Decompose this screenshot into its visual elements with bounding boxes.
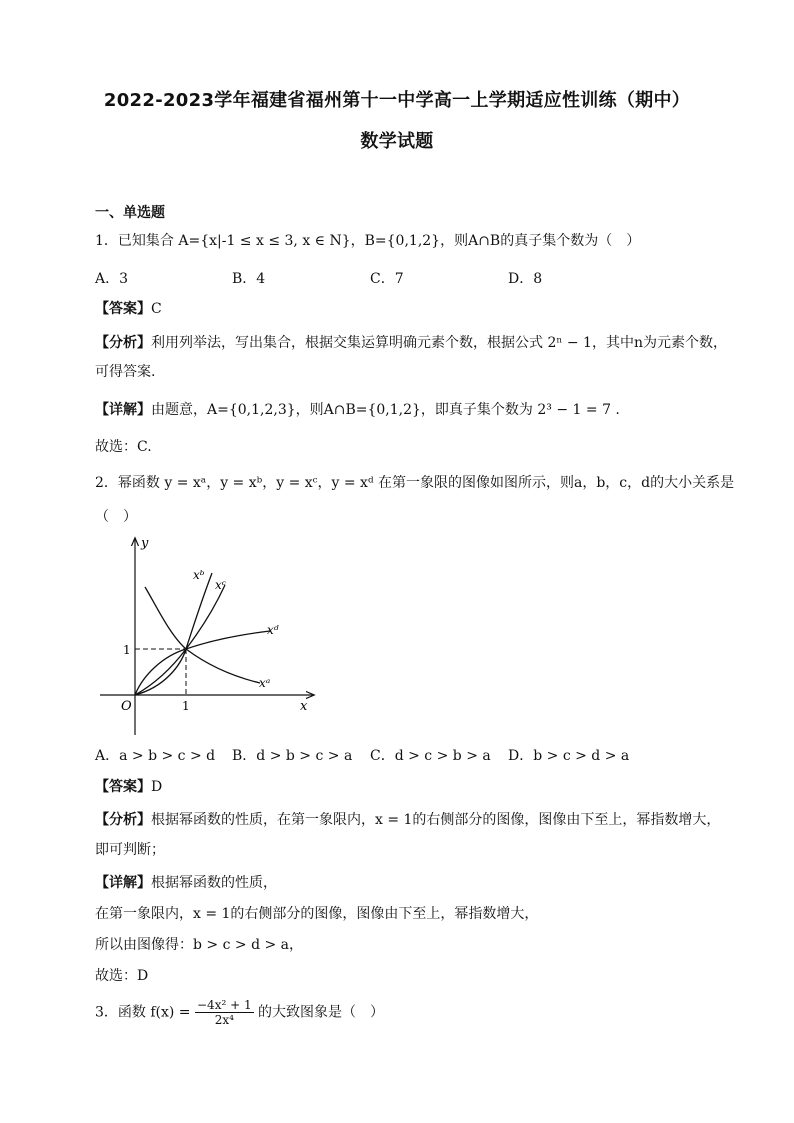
q3-stem-post: 的大致图象是（ ） xyxy=(258,1004,385,1021)
q1-option-d: D．8 xyxy=(508,271,543,287)
q1-answer xyxy=(95,299,162,319)
q1-option-b: B．4 xyxy=(232,271,266,287)
q3-fraction xyxy=(195,998,254,1027)
q1-analysis-cont: 可得答案. xyxy=(95,364,156,380)
answer-value: C xyxy=(151,301,162,317)
detail-tag: 【详解】 xyxy=(95,875,151,891)
q2-choice: 故选：D xyxy=(95,968,149,984)
q1-analysis xyxy=(95,333,727,353)
x-one-label: 1 xyxy=(182,699,190,713)
answer-tag: 【答案】 xyxy=(95,779,151,795)
q2-detail-line3: 所以由图像得：b > c > d > a， xyxy=(95,937,304,953)
answer-tag: 【答案】 xyxy=(95,301,151,317)
answer-value: D xyxy=(151,779,163,795)
q2-option-d: D．b > c > d > a xyxy=(508,748,630,764)
exam-title: 2022-2023学年福建省福州第十一中学高一上学期适应性训练（期中） xyxy=(103,90,691,111)
curve-b-label: xᵇ xyxy=(193,568,205,582)
q3-stem-pre: 3．函数 f(x) = xyxy=(95,1004,191,1021)
q3-fraction-numerator: −4x² + 1 xyxy=(197,998,252,1012)
q2-detail xyxy=(95,873,277,893)
curve-c-label: xᶜ xyxy=(215,578,226,592)
y-one-label: 1 xyxy=(123,643,131,657)
q1-detail xyxy=(95,400,620,420)
analysis-tag: 【分析】 xyxy=(95,335,151,351)
detail-text: 由题意，A={0,1,2,3}，则A∩B={0,1,2}，即真子集个数为 2³ − 1 = 7 . xyxy=(151,402,620,418)
q3-fraction-denominator: 2x⁴ xyxy=(214,1013,234,1027)
q2-option-c: C．d > c > b > a xyxy=(370,748,491,764)
curve-a-label: xᵃ xyxy=(259,676,271,690)
q3-stem xyxy=(95,998,384,1027)
q2-option-a: A．a > b > c > d xyxy=(95,748,216,764)
q1-stem: 1．已知集合 A={x|-1 ≤ x ≤ 3, x ∈ N}，B={0,1,2}，则A∩B的真子集个数为（ ） xyxy=(95,233,641,249)
q2-bracket: （ ） xyxy=(95,509,137,525)
detail-text: 根据幂函数的性质， xyxy=(151,875,277,891)
detail-tag: 【详解】 xyxy=(95,402,151,418)
section-heading: 一、单选题 xyxy=(95,205,165,221)
q2-detail-line2: 在第一象限内，x = 1的右侧部分的图像，图像由下至上，幂指数增大， xyxy=(95,906,539,922)
curve-d-label: xᵈ xyxy=(267,623,279,637)
q2-analysis-cont: 即可判断； xyxy=(95,842,165,858)
analysis-text: 利用列举法，写出集合，根据交集运算明确元素个数，根据公式 2ⁿ − 1，其中n为元素个数， xyxy=(151,335,727,351)
analysis-text: 根据幂函数的性质，在第一象限内，x = 1的右侧部分的图像，图像由下至上，幂指数增大， xyxy=(151,812,721,828)
curve-c xyxy=(135,585,225,695)
y-axis-label: y xyxy=(141,536,149,551)
q2-analysis xyxy=(95,810,720,830)
origin-label: O xyxy=(121,699,132,714)
q1-option-c: C．7 xyxy=(370,271,404,287)
q1-option-a: A．3 xyxy=(95,271,129,287)
curve-d xyxy=(135,631,270,695)
q2-stem: 2．幂函数 y = xᵃ，y = xᵇ，y = xᶜ，y = xᵈ 在第一象限的图像如图所示，则a，b，c，d的大小关系是 xyxy=(95,475,735,491)
q2-option-b: B．d > b > c > a xyxy=(232,748,353,764)
q1-choice: 故选：C. xyxy=(95,439,152,455)
exam-subtitle: 数学试题 xyxy=(360,131,434,152)
x-axis-label: x xyxy=(300,699,308,714)
power-function-graph xyxy=(95,535,325,740)
analysis-tag: 【分析】 xyxy=(95,812,151,828)
q2-answer xyxy=(95,777,162,797)
